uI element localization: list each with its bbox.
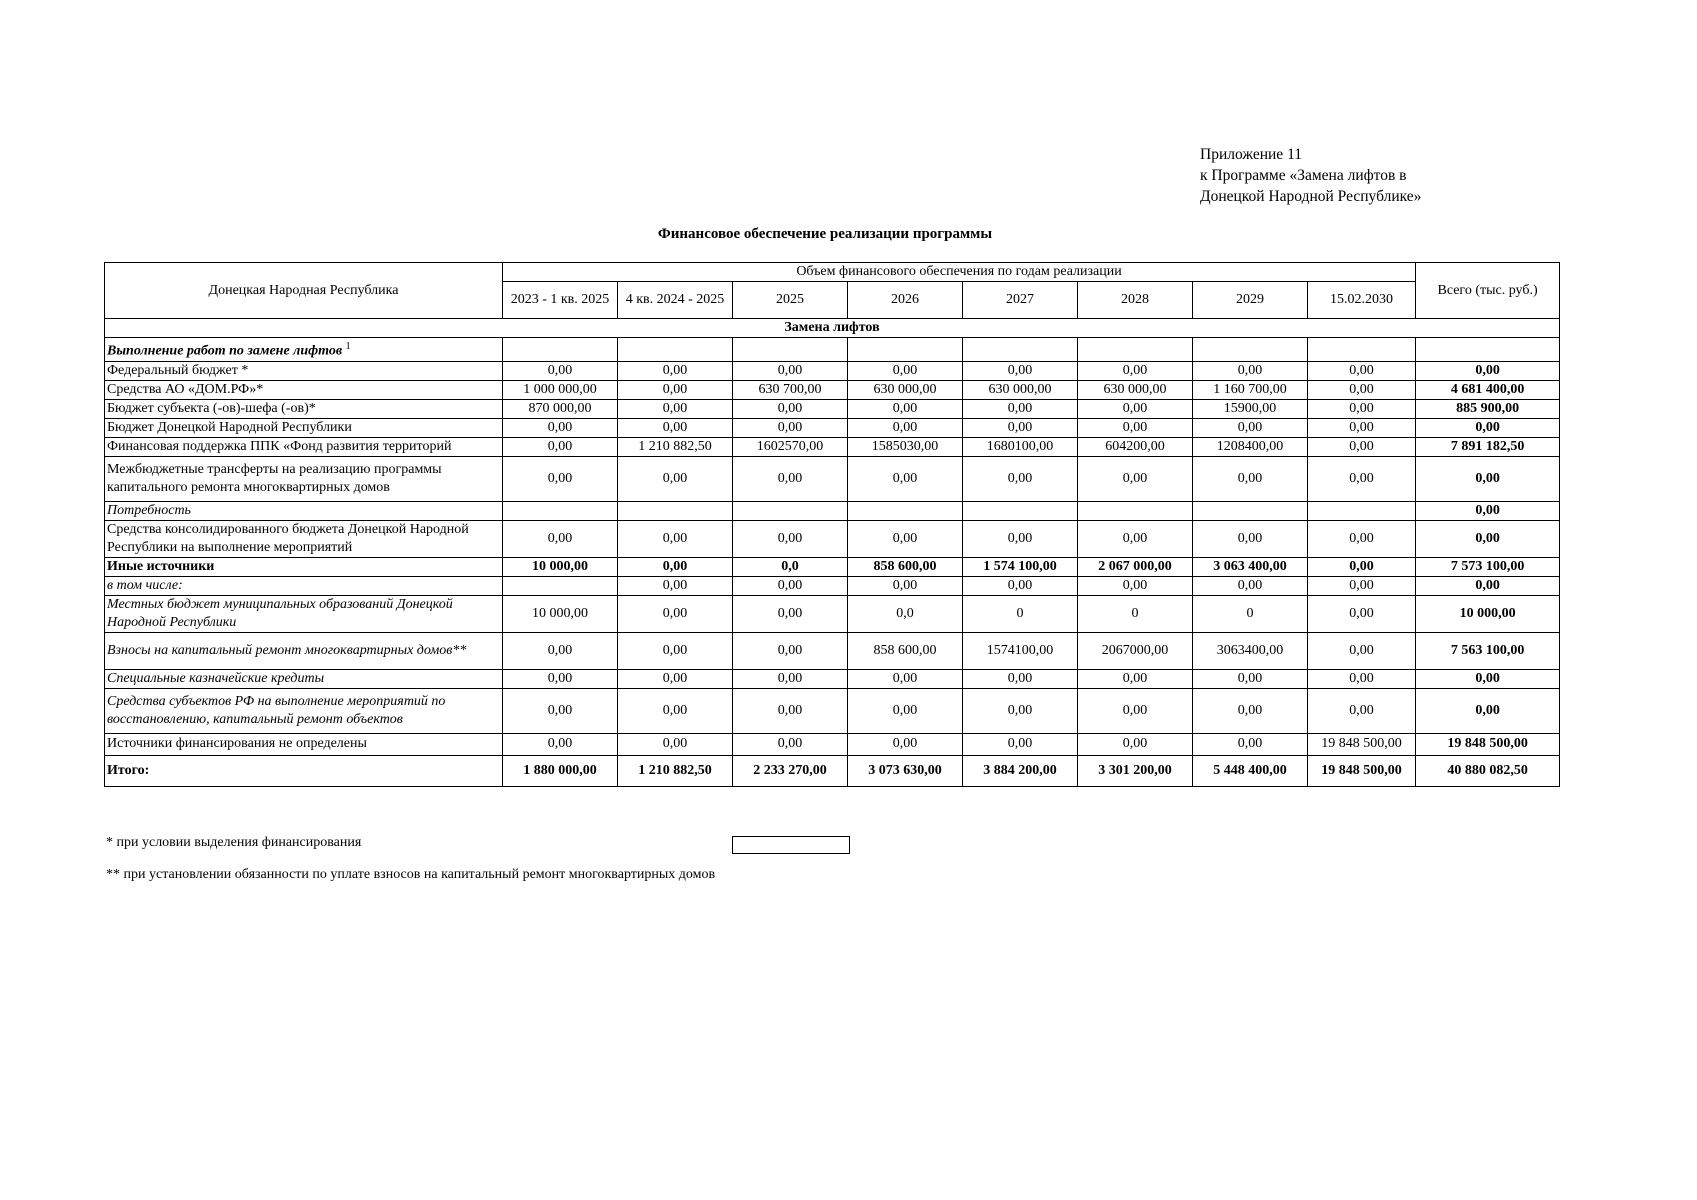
value-cell: 0,00 — [1078, 733, 1193, 755]
value-cell: 0,00 — [503, 733, 618, 755]
value-cell: 0,00 — [733, 669, 848, 688]
header-total: Всего (тыс. руб.) — [1416, 263, 1560, 319]
table-row — [105, 437, 1560, 456]
value-cell: 0,00 — [503, 361, 618, 380]
value-cell: 0,00 — [1308, 669, 1416, 688]
value-cell: 1 880 000,00 — [503, 755, 618, 786]
total-cell: 4 681 400,00 — [1416, 380, 1560, 399]
value-cell: 0,00 — [963, 418, 1078, 437]
document-title: Финансовое обеспечение реализации программы — [657, 226, 993, 242]
value-cell: 0,00 — [1308, 632, 1416, 669]
value-cell: 1602570,00 — [733, 437, 848, 456]
total-cell: 0,00 — [1416, 688, 1560, 733]
value-cell: 1 210 882,50 — [618, 755, 733, 786]
value-cell: 0 — [1193, 595, 1308, 632]
value-cell: 1 160 700,00 — [1193, 380, 1308, 399]
appendix-line-2: к Программе «Замена лифтов в — [1200, 167, 1407, 184]
value-cell: 5 448 400,00 — [1193, 755, 1308, 786]
value-cell: 0,00 — [848, 456, 963, 501]
value-cell — [1078, 501, 1193, 520]
total-cell: 0,00 — [1416, 576, 1560, 595]
value-cell: 0,00 — [1193, 733, 1308, 755]
value-cell: 0,00 — [503, 669, 618, 688]
table-row — [105, 557, 1560, 576]
row-label: Специальные казначейские кредиты — [105, 669, 503, 688]
value-cell: 0,00 — [963, 688, 1078, 733]
value-cell: 0 — [1078, 595, 1193, 632]
value-cell: 0,00 — [1308, 557, 1416, 576]
value-cell: 1 000 000,00 — [503, 380, 618, 399]
value-cell: 630 700,00 — [733, 380, 848, 399]
value-cell: 0,00 — [1193, 418, 1308, 437]
section-title: Замена лифтов — [105, 319, 1560, 338]
value-cell: 3 073 630,00 — [848, 755, 963, 786]
value-cell: 0,00 — [963, 456, 1078, 501]
value-cell: 0,00 — [618, 418, 733, 437]
value-cell: 0,00 — [1308, 361, 1416, 380]
table-row — [105, 520, 1560, 557]
value-cell: 0,00 — [733, 688, 848, 733]
value-cell: 0,00 — [503, 688, 618, 733]
header-year: 4 кв. 2024 - 2025 — [618, 282, 733, 319]
row-label: Взносы на капитальный ремонт многоквартирных домов** — [105, 632, 503, 669]
value-cell: 0,00 — [848, 733, 963, 755]
value-cell: 0,00 — [618, 399, 733, 418]
value-cell: 0,00 — [1308, 437, 1416, 456]
value-cell: 0,00 — [1193, 520, 1308, 557]
value-cell: 0,00 — [848, 361, 963, 380]
value-cell: 858 600,00 — [848, 632, 963, 669]
value-cell: 1208400,00 — [1193, 437, 1308, 456]
value-cell: 0,00 — [1078, 576, 1193, 595]
total-cell: 7 563 100,00 — [1416, 632, 1560, 669]
value-cell: 0,00 — [618, 632, 733, 669]
value-cell: 0,00 — [1308, 399, 1416, 418]
total-cell: 7 573 100,00 — [1416, 557, 1560, 576]
group-row — [105, 338, 1560, 362]
header-year: 2028 — [1078, 282, 1193, 319]
row-label: Итого: — [105, 755, 503, 786]
value-cell — [618, 501, 733, 520]
value-cell: 0,00 — [618, 733, 733, 755]
value-cell: 0,00 — [848, 520, 963, 557]
row-label: Федеральный бюджет * — [105, 361, 503, 380]
value-cell: 870 000,00 — [503, 399, 618, 418]
value-cell — [503, 501, 618, 520]
table-row — [105, 418, 1560, 437]
value-cell: 0,00 — [1193, 669, 1308, 688]
header-year: 2026 — [848, 282, 963, 319]
value-cell: 0,00 — [503, 418, 618, 437]
value-cell: 0,00 — [503, 632, 618, 669]
row-label: Бюджет субъекта (-ов)-шефа (-ов)* — [105, 399, 503, 418]
value-cell: 0,00 — [963, 399, 1078, 418]
value-cell: 0,00 — [1193, 688, 1308, 733]
table-row — [105, 399, 1560, 418]
value-cell: 0,00 — [848, 576, 963, 595]
value-cell: 3 063 400,00 — [1193, 557, 1308, 576]
value-cell: 19 848 500,00 — [1308, 755, 1416, 786]
value-cell: 0,00 — [1308, 380, 1416, 399]
value-cell: 0,00 — [848, 399, 963, 418]
value-cell: 0 — [963, 595, 1078, 632]
header-row-1 — [105, 263, 1560, 282]
total-cell: 0,00 — [1416, 361, 1560, 380]
value-cell: 0,00 — [1308, 520, 1416, 557]
total-cell: 19 848 500,00 — [1416, 733, 1560, 755]
value-cell: 0,0 — [848, 595, 963, 632]
value-cell: 0,00 — [1193, 456, 1308, 501]
table-row — [105, 632, 1560, 669]
value-cell: 0,00 — [618, 576, 733, 595]
value-cell: 0,00 — [1078, 688, 1193, 733]
value-cell: 0,00 — [733, 520, 848, 557]
row-label: Местных бюджет муниципальных образований Донецкой Народной Республики — [105, 595, 503, 632]
value-cell: 2 067 000,00 — [1078, 557, 1193, 576]
header-year: 2029 — [1193, 282, 1308, 319]
value-cell: 0,00 — [503, 437, 618, 456]
value-cell: 0,00 — [1078, 669, 1193, 688]
value-cell: 0,00 — [963, 669, 1078, 688]
value-cell: 0,00 — [618, 595, 733, 632]
header-group: Объем финансового обеспечения по годам реализации — [503, 263, 1416, 282]
value-cell — [963, 501, 1078, 520]
value-cell: 0,00 — [733, 576, 848, 595]
value-cell: 1 574 100,00 — [963, 557, 1078, 576]
appendix-reference — [1200, 144, 1421, 207]
value-cell: 0,00 — [733, 595, 848, 632]
total-cell: 0,00 — [1416, 418, 1560, 437]
footnote-2: ** при установлении обязанности по уплате взносов на капитальный ремонт многоквартирных домов — [106, 867, 716, 882]
value-cell: 630 000,00 — [1078, 380, 1193, 399]
table-row — [105, 669, 1560, 688]
group-label — [105, 338, 503, 362]
value-cell: 0,00 — [848, 688, 963, 733]
total-cell: 40 880 082,50 — [1416, 755, 1560, 786]
header-region: Донецкая Народная Республика — [105, 263, 503, 319]
value-cell: 0,00 — [1193, 576, 1308, 595]
value-cell: 0,00 — [963, 576, 1078, 595]
total-cell: 885 900,00 — [1416, 399, 1560, 418]
value-cell: 0,00 — [1078, 361, 1193, 380]
value-cell: 0,00 — [848, 669, 963, 688]
value-cell: 1574100,00 — [963, 632, 1078, 669]
footnote-marker: 1 — [345, 341, 351, 352]
value-cell: 10 000,00 — [503, 595, 618, 632]
value-cell: 0,00 — [1308, 688, 1416, 733]
header-year: 2025 — [733, 282, 848, 319]
financing-table — [104, 262, 1560, 787]
empty-box — [732, 836, 850, 854]
value-cell: 0,00 — [618, 361, 733, 380]
value-cell: 630 000,00 — [848, 380, 963, 399]
value-cell — [1308, 501, 1416, 520]
header-year: 2027 — [963, 282, 1078, 319]
header-year: 2023 - 1 кв. 2025 — [503, 282, 618, 319]
row-label: Финансовая поддержка ППК «Фонд развития территорий — [105, 437, 503, 456]
value-cell — [733, 501, 848, 520]
total-cell: 7 891 182,50 — [1416, 437, 1560, 456]
row-label: Источники финансирования не определены — [105, 733, 503, 755]
table-row — [105, 501, 1560, 520]
data-rows — [105, 361, 1560, 786]
value-cell: 0,00 — [963, 520, 1078, 557]
table-row — [105, 688, 1560, 733]
value-cell: 0,00 — [1078, 456, 1193, 501]
total-cell: 10 000,00 — [1416, 595, 1560, 632]
value-cell: 0,00 — [848, 418, 963, 437]
table-row — [105, 595, 1560, 632]
total-cell: 0,00 — [1416, 456, 1560, 501]
value-cell: 0,00 — [733, 361, 848, 380]
value-cell: 0,00 — [1308, 595, 1416, 632]
value-cell: 0,00 — [503, 520, 618, 557]
value-cell — [848, 501, 963, 520]
value-cell: 0,00 — [618, 380, 733, 399]
value-cell — [1193, 501, 1308, 520]
header-year: 15.02.2030 — [1308, 282, 1416, 319]
value-cell: 0,0 — [733, 557, 848, 576]
value-cell: 0,00 — [1078, 399, 1193, 418]
total-cell: 0,00 — [1416, 520, 1560, 557]
value-cell: 0,00 — [618, 520, 733, 557]
value-cell: 0,00 — [733, 632, 848, 669]
value-cell — [503, 576, 618, 595]
row-label: Бюджет Донецкой Народной Республики — [105, 418, 503, 437]
value-cell: 0,00 — [618, 688, 733, 733]
value-cell: 0,00 — [733, 399, 848, 418]
total-cell: 0,00 — [1416, 669, 1560, 688]
value-cell: 3 301 200,00 — [1078, 755, 1193, 786]
value-cell: 2 233 270,00 — [733, 755, 848, 786]
appendix-line-3: Донецкой Народной Республике» — [1200, 188, 1422, 205]
appendix-line-1: Приложение 11 — [1200, 146, 1302, 163]
value-cell: 0,00 — [1308, 456, 1416, 501]
row-label: в том числе: — [105, 576, 503, 595]
value-cell: 0,00 — [618, 669, 733, 688]
value-cell: 15900,00 — [1193, 399, 1308, 418]
value-cell: 2067000,00 — [1078, 632, 1193, 669]
row-label: Межбюджетные трансферты на реализацию программы капитального ремонта многоквартирных домов — [105, 456, 503, 501]
value-cell: 10 000,00 — [503, 557, 618, 576]
table-row — [105, 361, 1560, 380]
value-cell: 0,00 — [733, 733, 848, 755]
value-cell: 0,00 — [618, 557, 733, 576]
value-cell: 0,00 — [503, 456, 618, 501]
value-cell: 3063400,00 — [1193, 632, 1308, 669]
section-row — [105, 319, 1560, 338]
table-row — [105, 576, 1560, 595]
table-row — [105, 456, 1560, 501]
value-cell: 1 210 882,50 — [618, 437, 733, 456]
table-row — [105, 380, 1560, 399]
value-cell: 604200,00 — [1078, 437, 1193, 456]
value-cell: 0,00 — [1308, 418, 1416, 437]
value-cell: 3 884 200,00 — [963, 755, 1078, 786]
value-cell: 0,00 — [1193, 361, 1308, 380]
row-label: Потребность — [105, 501, 503, 520]
value-cell: 0,00 — [963, 733, 1078, 755]
value-cell: 0,00 — [618, 456, 733, 501]
value-cell: 0,00 — [1078, 418, 1193, 437]
value-cell: 1680100,00 — [963, 437, 1078, 456]
value-cell: 0,00 — [733, 418, 848, 437]
table-row — [105, 733, 1560, 755]
value-cell: 0,00 — [1078, 520, 1193, 557]
value-cell: 630 000,00 — [963, 380, 1078, 399]
row-label: Иные источники — [105, 557, 503, 576]
row-label: Средства субъектов РФ на выполнение мероприятий по восстановлению, капитальный ремонт объектов — [105, 688, 503, 733]
total-cell: 0,00 — [1416, 501, 1560, 520]
group-label-text: Выполнение работ по замене лифтов — [107, 343, 343, 359]
table-row — [105, 755, 1560, 786]
footnote-1: * при условии выделения финансирования — [106, 835, 362, 850]
value-cell: 1585030,00 — [848, 437, 963, 456]
value-cell: 0,00 — [733, 456, 848, 501]
value-cell: 19 848 500,00 — [1308, 733, 1416, 755]
value-cell: 858 600,00 — [848, 557, 963, 576]
row-label: Средства консолидированного бюджета Донецкой Народной Республики на выполнение мероприятий — [105, 520, 503, 557]
value-cell: 0,00 — [1308, 576, 1416, 595]
row-label: Средства АО «ДОМ.РФ»* — [105, 380, 503, 399]
value-cell: 0,00 — [963, 361, 1078, 380]
